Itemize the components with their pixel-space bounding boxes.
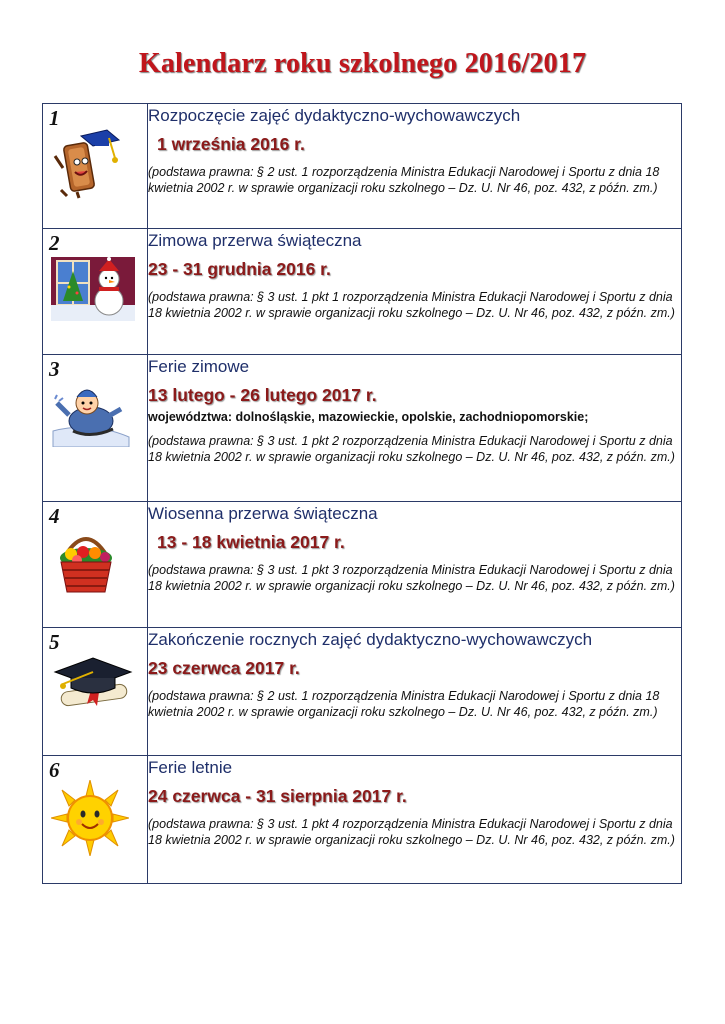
row-icon-cell [43, 355, 148, 502]
event-date: 23 - 31 grudnia 2016 r. [148, 259, 331, 279]
event-heading: Ferie zimowe [148, 357, 250, 376]
graduation-book-icon [51, 128, 121, 205]
regions-list: województwa: dolnośląskie, mazowieckie, opolskie, zachodniopomorskie; [148, 410, 589, 424]
event-date: 23 czerwca 2017 r. [148, 658, 300, 678]
legal-basis: (podstawa prawna: § 3 ust. 1 pkt 4 rozporządzenia Ministra Edukacji Narodowej i Sportu z dnia 18 kwietnia 2002 r. w sprawie organizacji roku szkolnego – Dz. U. Nr 46, poz. 432, z późn. zm.) [148, 817, 675, 847]
row-number: 4 [49, 504, 60, 528]
page-title: Kalendarz roku szkolnego 2016/2017 [138, 48, 587, 79]
table-row [43, 502, 682, 628]
table-row [43, 355, 682, 502]
event-heading: Wiosenna przerwa świąteczna [148, 504, 378, 523]
sledding-child-icon [51, 381, 131, 452]
calendar-table [42, 103, 682, 884]
row-number: 5 [49, 630, 60, 654]
table-row [43, 756, 682, 884]
row-content-cell [148, 104, 682, 229]
easter-basket-icon [55, 522, 117, 603]
event-heading: Zakończenie rocznych zajęć dydaktyczno-wychowawczych [148, 630, 593, 649]
event-date: 13 lutego - 26 lutego 2017 r. [148, 385, 377, 405]
table-row [43, 104, 682, 229]
row-number: 1 [49, 106, 60, 130]
row-icon-cell [43, 628, 148, 756]
legal-basis: (podstawa prawna: § 3 ust. 1 pkt 3 rozporządzenia Ministra Edukacji Narodowej i Sportu z dnia 18 kwietnia 2002 r. w sprawie organizacji roku szkolnego – Dz. U. Nr 46, poz. 432, z późn. zm.) [148, 563, 675, 593]
row-icon-cell [43, 104, 148, 229]
table-row [43, 628, 682, 756]
legal-basis: (podstawa prawna: § 3 ust. 1 pkt 1 rozporządzenia Ministra Edukacji Narodowej i Sportu z dnia 18 kwietnia 2002 r. w sprawie organizacji roku szkolnego – Dz. U. Nr 46, poz. 432, z późn. zm.) [148, 290, 675, 320]
snowman-window-icon [51, 257, 135, 326]
table-row [43, 229, 682, 355]
row-number: 2 [49, 231, 60, 255]
legal-basis: (podstawa prawna: § 2 ust. 1 rozporządzenia Ministra Edukacji Narodowej i Sportu z dnia 18 kwietnia 2002 r. w sprawie organizacji roku szkolnego – Dz. U. Nr 46, poz. 432, z późn. zm.) [148, 165, 660, 195]
legal-basis: (podstawa prawna: § 3 ust. 1 pkt 2 rozporządzenia Ministra Edukacji Narodowej i Sportu z dnia 18 kwietnia 2002 r. w sprawie organizacji roku szkolnego – Dz. U. Nr 46, poz. 432, z późn. zm.) [148, 434, 675, 464]
smiling-sun-icon [51, 780, 129, 861]
graduation-cap-diploma-icon [51, 654, 133, 715]
row-content-cell [148, 628, 682, 756]
row-number: 6 [49, 758, 60, 782]
event-date: 13 - 18 kwietnia 2017 r. [157, 532, 345, 552]
row-icon-cell [43, 502, 148, 628]
row-icon-cell [43, 756, 148, 884]
row-icon-cell [43, 229, 148, 355]
event-date: 24 czerwca - 31 sierpnia 2017 r. [148, 786, 407, 806]
row-number: 3 [49, 357, 60, 381]
event-heading: Ferie letnie [148, 758, 233, 777]
event-heading: Zimowa przerwa świąteczna [148, 231, 362, 250]
row-content-cell [148, 355, 682, 502]
event-date: 1 września 2016 r. [157, 134, 305, 154]
row-content-cell [148, 229, 682, 355]
row-content-cell [148, 502, 682, 628]
row-content-cell [148, 756, 682, 884]
event-heading: Rozpoczęcie zajęć dydaktyczno-wychowawczych [148, 106, 521, 125]
legal-basis: (podstawa prawna: § 2 ust. 1 rozporządzenia Ministra Edukacji Narodowej i Sportu z dnia 18 kwietnia 2002 r. w sprawie organizacji roku szkolnego – Dz. U. Nr 46, poz. 432, z późn. zm.) [148, 689, 660, 719]
